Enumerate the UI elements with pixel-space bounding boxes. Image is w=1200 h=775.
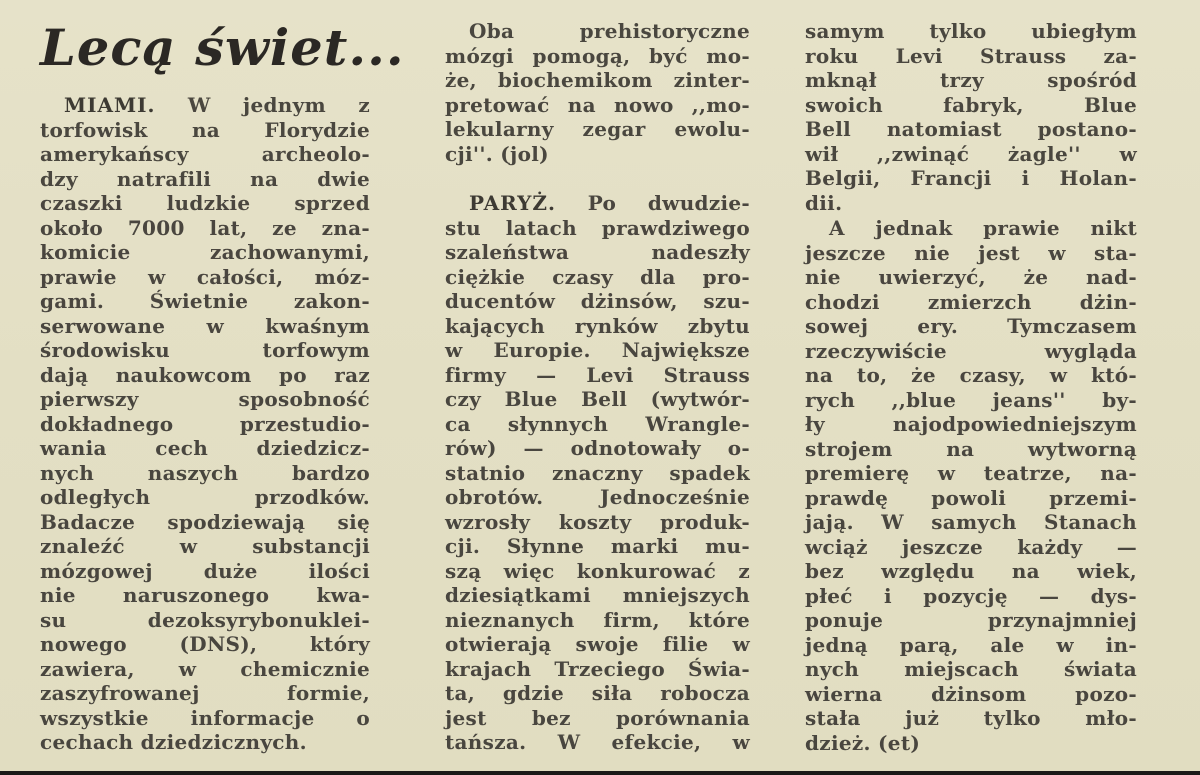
text-line: wciąż jeszcze każdy — [805,534,1137,559]
text-line: mknął trzy spośród [805,68,1137,92]
text-line: su dezoksyrybonuklei- [40,607,370,632]
text-line: sowej ery. Tymczasem [805,314,1137,338]
text-line: znaleźć w substancji [40,534,370,558]
text-line: jeszcze nie jest w sta- [805,240,1137,265]
text-line: chodzi zmierzch dżin- [805,289,1137,314]
text-line: odległych przodków. [40,485,370,509]
text-line: mózgowej duże ilości [40,558,370,583]
text-line: wzrosły koszty produk- [445,509,750,534]
text-line: dokładnego przestudio- [40,411,370,436]
text-line: serwowane w kwaśnym [40,313,370,338]
article-headline: Lecą świet... [40,18,405,77]
column-1-text [40,93,370,755]
text-line: czy Blue Bell (wytwór- [445,387,750,411]
text-line: szą więc konkurować z [445,558,750,583]
text-line: PARYŻ. Po dwudzie- [469,191,750,215]
text-line: nych naszych bardzo [40,460,370,485]
text-line: samym tylko ubiegłym [805,19,1137,43]
text-line: roku Levi Strauss za- [805,43,1137,68]
text-line: otwierają swoje filie w [445,632,750,656]
text-line: Badacze spodziewają się [40,509,370,534]
text-line: jest bez porównania [445,705,750,730]
text-line: strojem na wytworną [805,436,1137,461]
text-line: zawiera, w chemicznie [40,656,370,681]
text-line: krajach Trzeciego Świa- [445,656,750,681]
column-2-paragraph-1 [445,19,750,166]
text-line: czaszki ludzkie sprzed [40,191,370,215]
text-line: cji''. (jol) [445,141,549,166]
text-line: prawdę powoli przemi- [805,485,1137,510]
text-line: prawie w całości, móz- [40,264,370,289]
text-line: stu latach prawdziwego [445,215,750,240]
text-line: lekularny zegar ewolu- [445,117,750,141]
text-line: nowego (DNS), który [40,632,370,656]
text-line: dii. [805,190,843,215]
text-line: rzeczywiście wygląda [805,338,1137,363]
text-line: kających rynków zbytu [445,313,750,338]
text-line: ducentów dżinsów, szu- [445,289,750,313]
text-line: w Europie. Największe [445,338,750,362]
text-line: MIAMI. W jednym z [64,93,370,117]
text-line: statnio znaczny spadek [445,460,750,485]
text-line: ca słynnych Wrangle- [445,411,750,436]
text-line: Oba prehistoryczne [469,19,750,43]
text-line: Belgii, Francji i Holan- [805,166,1137,190]
text-line: nieznanych firm, które [445,607,750,632]
text-line: na to, że czasy, w któ- [805,363,1137,387]
text-line: nie naruszonego kwa- [40,583,370,607]
text-line: płeć i pozycję — dys- [805,583,1137,608]
text-line: dają naukowcom po raz [40,362,370,387]
text-line: premierę w teatrze, na- [805,461,1137,485]
dateline-miami: MIAMI. [64,93,156,117]
text-line: Bell natomiast postano- [805,117,1137,141]
text-line: wania cech dziedzicz- [40,436,370,460]
text-line: mózgi pomogą, być mo- [445,43,750,68]
text-line: obrotów. Jednocześnie [445,485,750,509]
text-line: pretować na nowo ,,mo- [445,92,750,117]
text-line: cechach dziedzicznych. [40,730,307,754]
column-2-paragraph-2 [445,191,750,755]
text-line: firmy — Levi Strauss [445,362,750,387]
text-line: dziesiątkami mniejszych [445,583,750,607]
text-line: cji. Słynne marki mu- [445,534,750,558]
scan-bottom-edge [0,771,1200,775]
text-line: jają. W samych Stanach [805,510,1137,534]
text-line: dzy natrafili na dwie [40,166,370,191]
text-line: pierwszy sposobność [40,387,370,411]
text-line: wił ,,zwinąć żagle'' w [805,141,1137,166]
column-3-paragraph-1 [805,19,1137,215]
text-line: wszystkie informacje o [40,705,370,730]
column-3-paragraph-2 [805,216,1137,755]
text-line: zaszyfrowanej formie, [40,681,370,705]
text-line: dzież. (et) [805,730,921,755]
text-line: nych miejscach świata [805,657,1137,681]
text-line: rów) — odnotowały o- [445,436,750,460]
text-line: bez względu na wiek, [805,559,1137,583]
text-line: rych ,,blue jeans'' by- [805,387,1137,412]
text-line: jedną parą, ale w in- [805,632,1137,657]
text-line: torfowisk na Florydzie [40,117,370,142]
text-line: nie uwierzyć, że nad- [805,265,1137,289]
text-line: szaleństwa nadeszły [445,240,750,264]
text-line: gami. Świetnie zakon- [40,289,370,313]
text-line: że, biochemikom zinter- [445,68,750,92]
text-line: ponuje przynajmniej [805,608,1137,632]
text-line: komicie zachowanymi, [40,240,370,264]
text-line: ciężkie czasy dla pro- [445,264,750,289]
text-line: A jednak prawie nikt [829,216,1137,240]
text-line: środowisku torfowym [40,338,370,362]
text-line: około 7000 lat, ze zna- [40,215,370,240]
text-line: wierna dżinsom pozo- [805,681,1137,706]
text-line: ta, gdzie siła robocza [445,681,750,705]
text-line: ły najodpowiedniejszym [805,412,1137,436]
text-line: swoich fabryk, Blue [805,92,1137,117]
text-line: tańsza. W efekcie, w [445,730,750,754]
text-line: stała już tylko mło- [805,706,1137,730]
text-line: amerykańscy archeolo- [40,142,370,166]
dateline-paris: PARYŻ. [469,191,556,215]
